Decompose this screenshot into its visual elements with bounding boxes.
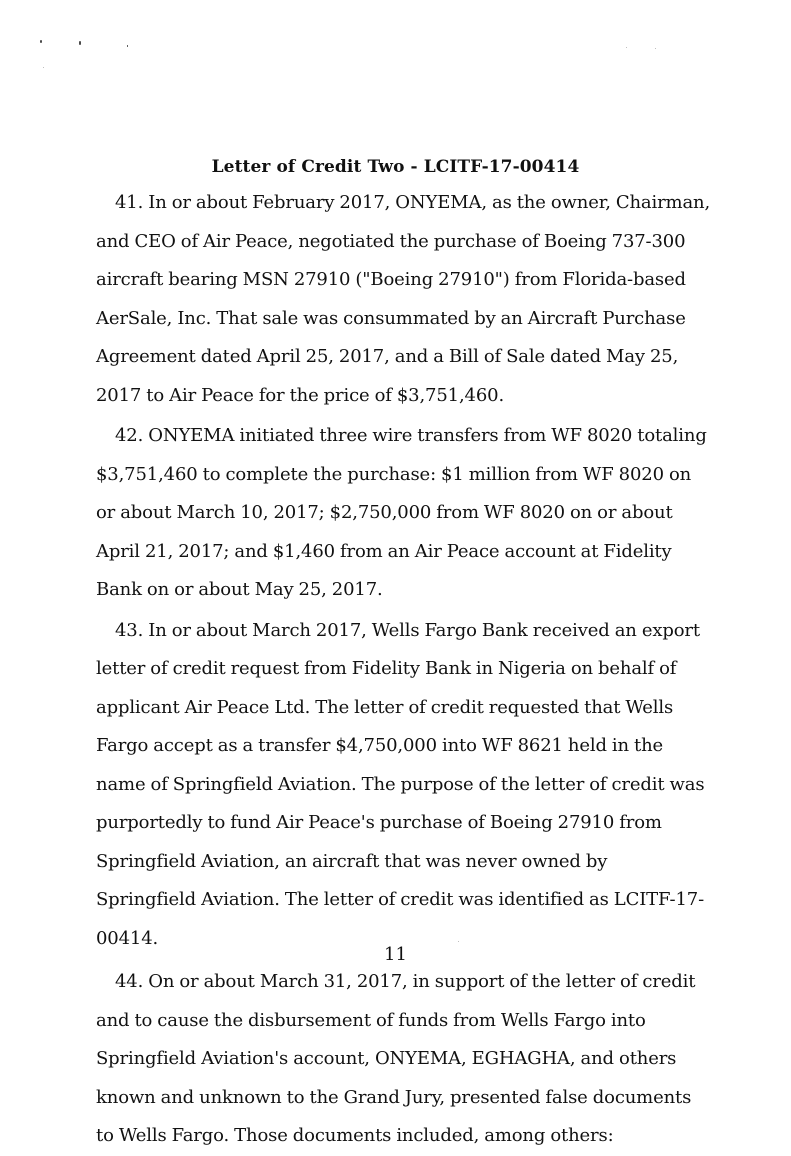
scan-speck [43, 67, 44, 68]
scan-speck [127, 45, 128, 47]
scan-speck [40, 40, 42, 43]
section-heading: Letter of Credit Two - LCITF-17-00414 [211, 157, 580, 177]
scan-speck [79, 41, 81, 45]
paragraph-43: 43. In or about March 2017, Wells Fargo Bank received an export letter of credit request from Fidelity Bank in Nigeria on behalf of applicant Air Peace Ltd. The letter of credit requested that Wells Fargo accept as a transfer $4,750,000 into WF 8621 held in the name of Springfield Aviation. The purpose of the letter of credit was purportedly to fund Air Peace's purchase of Boeing 27910 from Springfield Aviation, an aircraft that was never owned by Springfield Aviation. The letter of credit was identified as LCITF-17-00414. [96, 619, 705, 949]
scan-speck [626, 47, 627, 48]
paragraph-44: 44. On or about March 31, 2017, in support of the letter of credit and to cause the disbursement of funds from Wells Fargo into Springfield Aviation's account, ONYEMA, EGHAGHA, and others known and unknown to the Grand Jury, presented false documents to Wells Fargo. Those documents included, among others: [96, 971, 696, 1146]
document-body [96, 184, 711, 1156]
paragraph-42: 42. ONYEMA initiated three wire transfers from WF 8020 totaling $3,751,460 to complete the purchase: $1 million from WF 8020 on or about March 10, 2017; $2,750,000 from WF 8020 on or about April 21, 2017; and $1,460 from an Air Peace account at Fidelity Bank on or about May 25, 2017. [96, 425, 707, 600]
paragraph-41: 41. In or about February 2017, ONYEMA, as the owner, Chairman, and CEO of Air Peace, negotiated the purchase of Boeing 737-300 aircraft bearing MSN 27910 ("Boeing 27910") from Florida-based AerSale, Inc. That sale was consummated by an Aircraft Purchase Agreement dated April 25, 2017, and a Bill of Sale dated May 25, 2017 to Air Peace for the price of $3,751,460. [96, 192, 711, 406]
page-number: 11 [384, 944, 407, 965]
scan-speck [655, 48, 656, 49]
